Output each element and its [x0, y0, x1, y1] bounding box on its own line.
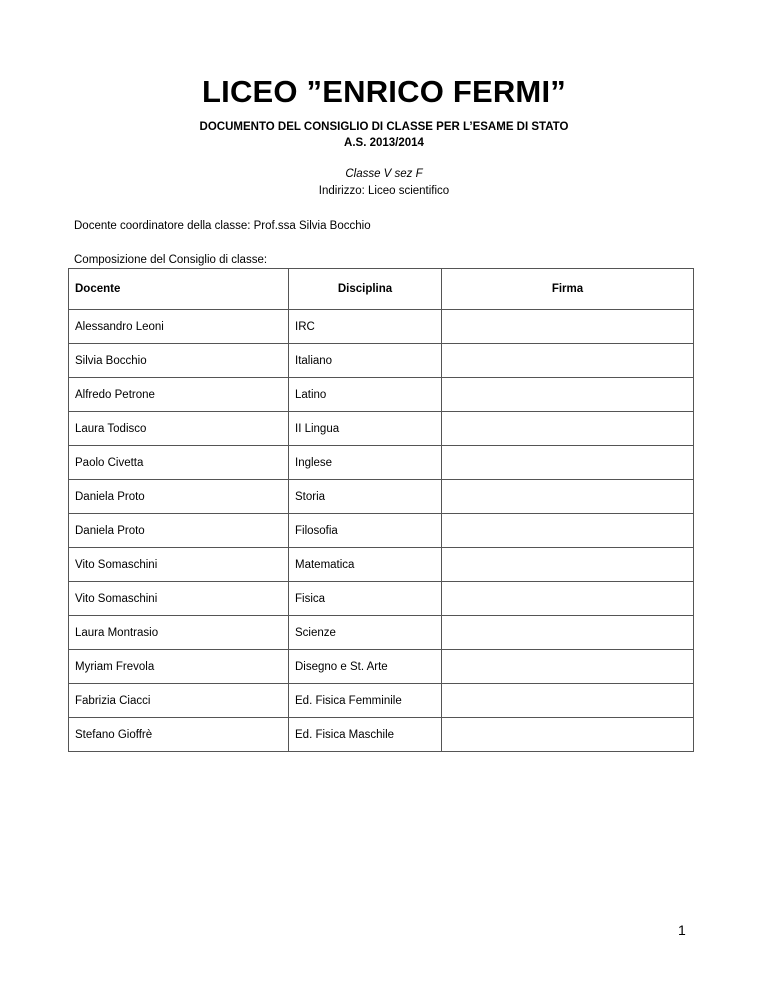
- cell-disciplina: Inglese: [289, 446, 442, 480]
- table-row: [69, 310, 694, 344]
- header-firma: Firma: [442, 269, 694, 310]
- signature-cell[interactable]: [442, 378, 694, 412]
- cell-disciplina: Matematica: [289, 548, 442, 582]
- coordinator-line: Docente coordinatore della classe: Prof.ssa Silvia Bocchio: [74, 220, 371, 232]
- table-row: [69, 514, 694, 548]
- signature-cell[interactable]: [442, 684, 694, 718]
- signature-cell[interactable]: [442, 310, 694, 344]
- signature-cell[interactable]: [442, 718, 694, 752]
- council-table: [68, 268, 694, 752]
- cell-docente: Vito Somaschini: [69, 548, 289, 582]
- cell-disciplina: Disegno e St. Arte: [289, 650, 442, 684]
- table-row: [69, 616, 694, 650]
- cell-disciplina: Filosofia: [289, 514, 442, 548]
- table-row: [69, 718, 694, 752]
- cell-docente: Fabrizia Ciacci: [69, 684, 289, 718]
- cell-disciplina: Scienze: [289, 616, 442, 650]
- cell-docente: Myriam Frevola: [69, 650, 289, 684]
- cell-disciplina: IRC: [289, 310, 442, 344]
- table-row: [69, 480, 694, 514]
- table-body: [69, 310, 694, 752]
- cell-docente: Paolo Civetta: [69, 446, 289, 480]
- table-row: [69, 684, 694, 718]
- cell-docente: Daniela Proto: [69, 480, 289, 514]
- cell-docente: Laura Todisco: [69, 412, 289, 446]
- signature-cell[interactable]: [442, 412, 694, 446]
- table-header-row: [69, 269, 694, 310]
- table-row: [69, 650, 694, 684]
- cell-disciplina: Italiano: [289, 344, 442, 378]
- header-docente: Docente: [69, 269, 289, 310]
- study-track: Indirizzo: Liceo scientifico: [318, 185, 450, 197]
- cell-disciplina: Fisica: [289, 582, 442, 616]
- cell-docente: Daniela Proto: [69, 514, 289, 548]
- cell-disciplina: Storia: [289, 480, 442, 514]
- table-row: [69, 378, 694, 412]
- signature-cell[interactable]: [442, 650, 694, 684]
- cell-docente: Stefano Gioffrè: [69, 718, 289, 752]
- signature-cell[interactable]: [442, 514, 694, 548]
- table-row: [69, 446, 694, 480]
- cell-docente: Vito Somaschini: [69, 582, 289, 616]
- signature-cell[interactable]: [442, 582, 694, 616]
- document-title: LICEO ”ENRICO FERMI”: [202, 74, 566, 109]
- cell-disciplina: Ed. Fisica Maschile: [289, 718, 442, 752]
- signature-cell[interactable]: [442, 480, 694, 514]
- class-section: Classe V sez F: [345, 168, 423, 180]
- cell-disciplina: Ed. Fisica Femminile: [289, 684, 442, 718]
- table-row: [69, 582, 694, 616]
- signature-cell[interactable]: [442, 616, 694, 650]
- table-row: [69, 344, 694, 378]
- signature-cell[interactable]: [442, 446, 694, 480]
- cell-disciplina: Latino: [289, 378, 442, 412]
- cell-docente: Laura Montrasio: [69, 616, 289, 650]
- cell-docente: Alfredo Petrone: [69, 378, 289, 412]
- cell-docente: Alessandro Leoni: [69, 310, 289, 344]
- table-row: [69, 548, 694, 582]
- cell-disciplina: II Lingua: [289, 412, 442, 446]
- cell-docente: Silvia Bocchio: [69, 344, 289, 378]
- header-disciplina: Disciplina: [289, 269, 442, 310]
- table-row: [69, 412, 694, 446]
- signature-cell[interactable]: [442, 344, 694, 378]
- school-year: A.S. 2013/2014: [344, 137, 424, 149]
- signature-cell[interactable]: [442, 548, 694, 582]
- composition-label: Composizione del Consiglio di classe:: [74, 254, 268, 266]
- page-number: 1: [678, 922, 686, 938]
- document-subtitle: DOCUMENTO DEL CONSIGLIO DI CLASSE PER L’ESAME DI STATO: [199, 121, 569, 133]
